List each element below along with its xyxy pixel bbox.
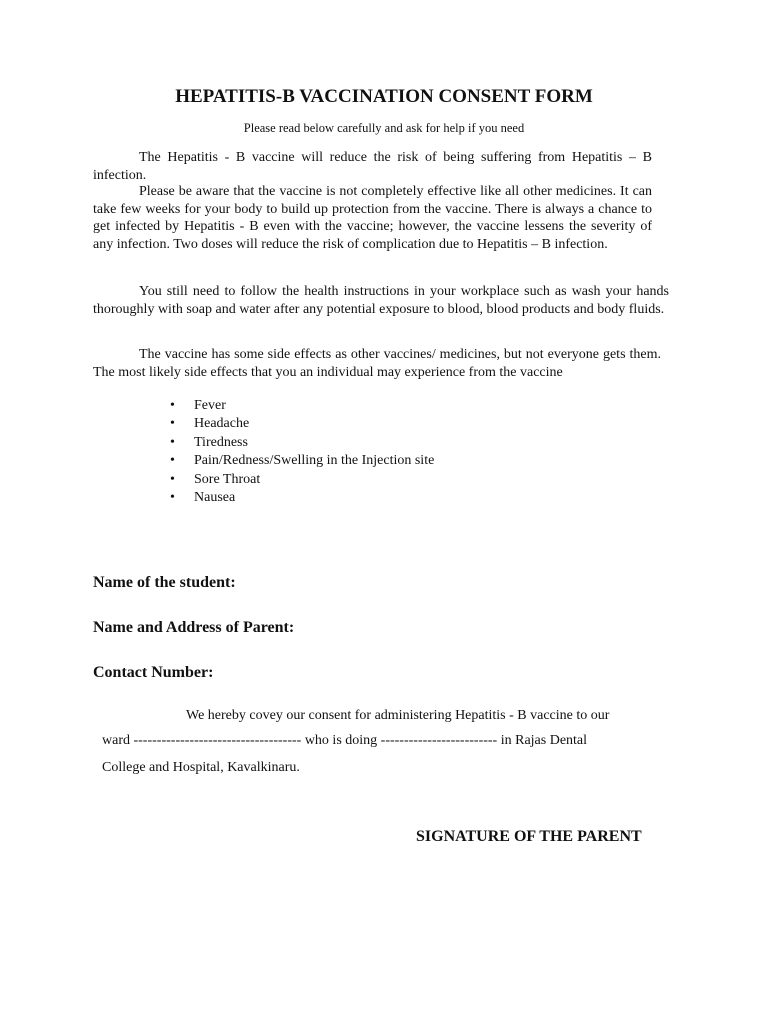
bullet-icon: • [170,453,175,469]
side-effects-paragraph: The vaccine has some side effects as other vaccines/ medicines, but not everyone gets them. The most likely side effects that you an individual may experience from the vaccine [93,347,661,380]
list-item [170,434,434,452]
effectiveness-paragraph: Please be aware that the vaccine is not completely effective like all other medicines. It can take few weeks for your body to build up protection from the vaccine. There is always a chance to get infected by Hepatitis - B even with the vaccine; however, the vaccine lessens the severity of any infection. Two doses will reduce the risk of complication due to Hepatitis – B infection. [93,184,652,252]
side-effect-label: Fever [194,398,226,413]
parent-signature-label: SIGNATURE OF THE PARENT [416,828,642,845]
side-effect-label: Pain/Redness/Swelling in the Injection site [194,453,435,469]
list-item [170,452,434,470]
bullet-icon: • [170,398,175,413]
list-item [170,489,434,507]
consent-statement-line2: ward ------------------------------------ who is doing ------------------------- in Rajas Dental [102,733,588,748]
bullet-icon: • [170,434,175,450]
hygiene-paragraph: You still need to follow the health instructions in your workplace such as wash your hands thoroughly with soap and water after any potential exposure to blood, blood products and body fluids. [93,284,669,317]
bullet-icon: • [170,471,175,487]
list-item [170,415,434,433]
side-effect-label: Nausea [194,489,236,505]
parent-name-address-label: Name and Address of Parent: [93,619,295,636]
side-effect-label: Sore Throat [194,471,261,487]
contact-number-label: Contact Number: [93,664,214,681]
student-name-label: Name of the student: [93,574,236,591]
list-item [170,471,434,489]
side-effects-list [170,397,434,507]
consent-statement-line1: We hereby covey our consent for administering Hepatitis - B vaccine to our [186,708,610,723]
bullet-icon: • [170,489,175,505]
consent-statement-line3: College and Hospital, Kavalkinaru. [102,760,300,775]
form-title: HEPATITIS-B VACCINATION CONSENT FORM [175,86,593,107]
list-item [170,397,434,415]
side-effect-label: Tiredness [194,434,248,450]
bullet-icon: • [170,416,175,432]
intro-paragraph: The Hepatitis - B vaccine will reduce the risk of being suffering from Hepatitis – B infection. [93,150,652,183]
side-effect-label: Headache [194,416,250,432]
form-subtitle: Please read below carefully and ask for help if you need [243,121,525,135]
